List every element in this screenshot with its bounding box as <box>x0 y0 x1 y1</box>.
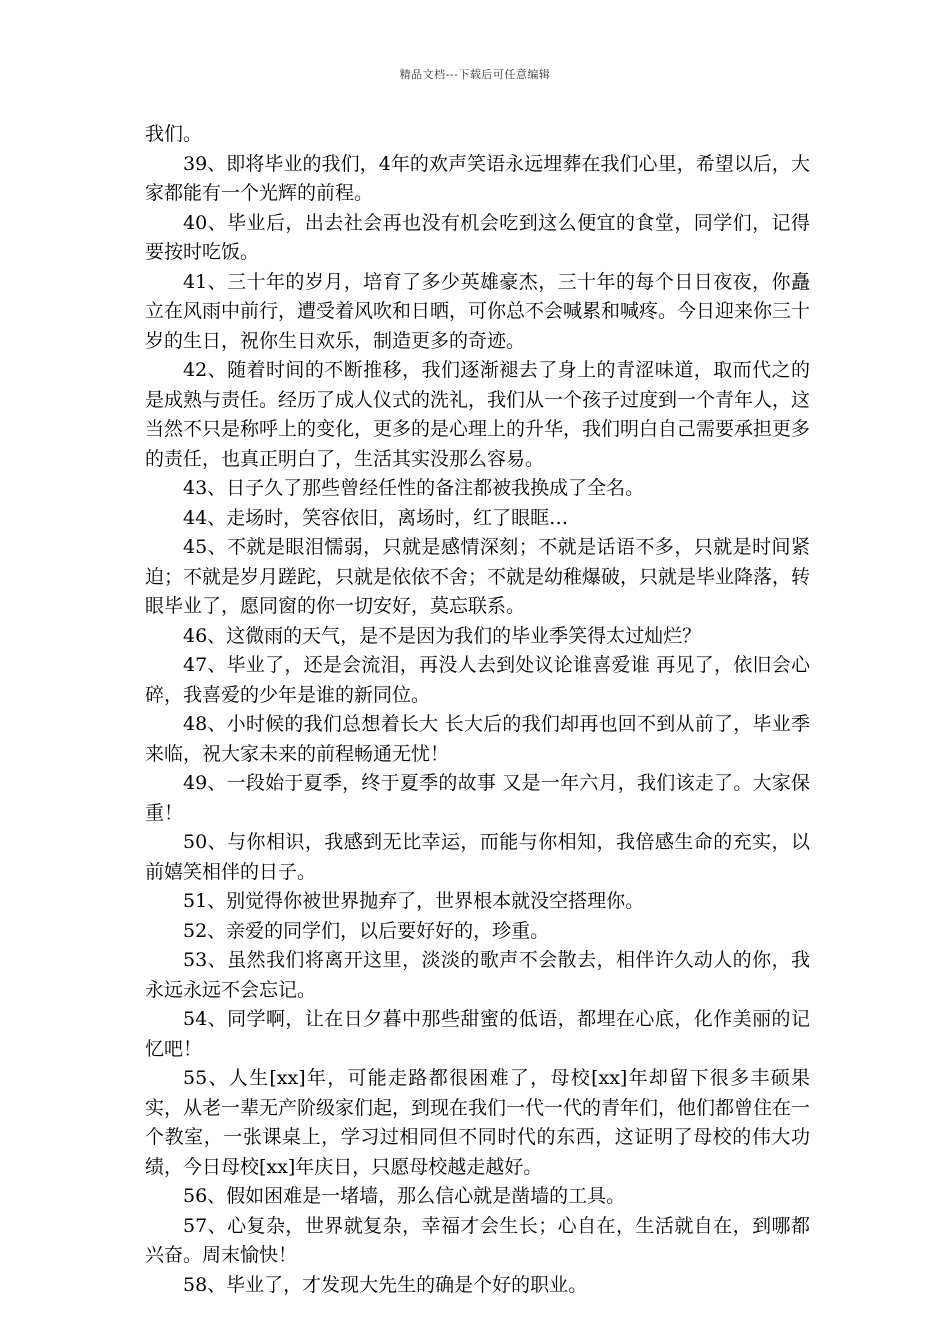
paragraph: 39、即将毕业的我们，4年的欢声笑语永远埋葬在我们心里，希望以后，大家都能有一个光辉的前程。 <box>145 152 810 204</box>
paragraph: 44、走场时，笑容依旧，离场时，红了眼眶… <box>183 506 569 529</box>
paragraph: 54、同学啊，让在日夕暮中那些甜蜜的低语，都埋在心底，化作美丽的记忆吧！ <box>145 1008 810 1060</box>
paragraph: 40、毕业后，出去社会再也没有机会吃到这么便宜的食堂，同学们，记得要按时吃饭。 <box>145 211 810 263</box>
paragraph: 50、与你相识，我感到无比幸运，而能与你相知，我倍感生命的充实，以前嬉笑相伴的日子。 <box>145 831 810 883</box>
paragraph: 43、日子久了那些曾经任性的备注都被我换成了全名。 <box>183 477 645 499</box>
paragraph: 49、一段始于夏季，终于夏季的故事 又是一年六月，我们该走了。大家保重！ <box>145 772 810 824</box>
paragraph: 46、这微雨的天气，是不是因为我们的毕业季笑得太过灿烂？ <box>183 624 702 647</box>
paragraph: 51、别觉得你被世界抛弃了，世界根本就没空搭理你。 <box>183 890 645 912</box>
document-body <box>145 120 810 1300</box>
paragraph: 58、毕业了，才发现大先生的确是个好的职业。 <box>183 1273 588 1296</box>
paragraph: 55、人生[xx]年，可能走路都很困难了，母校[xx]年却留下很多丰硕果实，从老一辈无产阶级家们起，到现在我们一代一代的青年们，他们都曾住在一个教室，一张课桌上，学习过相同但不同时代的东西，这证明了母校的伟大功绩，今日母校[xx]年庆日，只愿母校越走越好。 <box>145 1067 811 1178</box>
paragraph: 42、随着时间的不断推移，我们逐渐褪去了身上的青涩味道，取而代之的是成熟与责任。经历了成人仪式的洗礼，我们从一个孩子过度到一个青年人，这当然不只是称呼上的变化，更多的是心理上的升华，我们明白自己需要承担更多的责任，也真正明白了，生活其实没那么容易。 <box>145 359 811 470</box>
page-header: 精品文档---下载后可任意编辑 <box>399 68 551 81</box>
paragraph: 56、假如困难是一堵墙，那么信心就是凿墙的工具。 <box>183 1185 626 1207</box>
paragraph: 57、心复杂，世界就复杂，幸福才会生长；心自在，生活就自在，到哪都兴奋。周末愉快！ <box>145 1214 810 1266</box>
paragraph: 48、小时候的我们总想着长大 长大后的我们却再也回不到从前了，毕业季来临，祝大家未来的前程畅通无忧！ <box>145 713 810 765</box>
paragraph: 41、三十年的岁月，培育了多少英雄豪杰，三十年的每个日日夜夜，你矗立在风雨中前行，遭受着风吹和日晒，可你总不会喊累和喊疼。今日迎来你三十岁的生日，祝你生日欢乐，制造更多的奇迹。 <box>145 270 811 352</box>
paragraph: 45、不就是眼泪懦弱，只就是感情深刻；不就是话语不多，只就是时间紧迫；不就是岁月蹉跎，只就是依依不舍；不就是幼稚爆破，只就是毕业降落，转眼毕业了，愿同窗的你一切安好，莫忘联系。 <box>145 536 811 617</box>
paragraph: 52、亲爱的同学们，以后要好好的，珍重。 <box>183 919 550 942</box>
paragraph: 我们。 <box>145 123 203 145</box>
paragraph: 53、虽然我们将离开这里，淡淡的歌声不会散去，相伴许久动人的你，我永远永远不会忘记。 <box>145 949 810 1001</box>
paragraph: 47、毕业了，还是会流泪，再没人去到处议论谁喜爱谁 再见了，依旧会心碎，我喜爱的少年是谁的新同位。 <box>145 654 810 706</box>
